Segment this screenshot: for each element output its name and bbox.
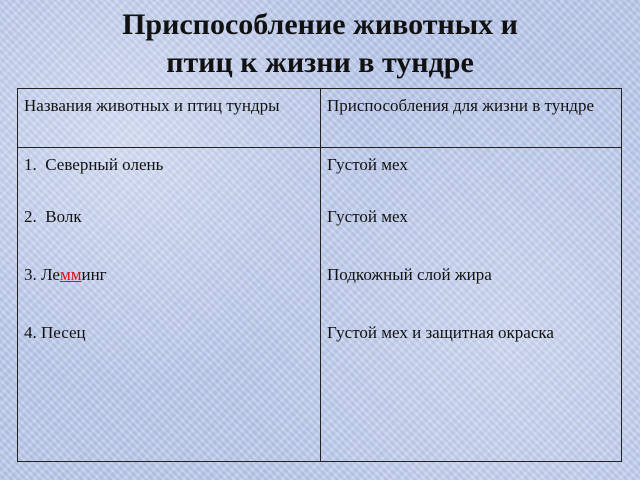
adaptations-cell (321, 148, 622, 462)
header-animals: Названия животных и птиц тундры (18, 89, 321, 148)
header-adaptations: Приспособления для жизни в тундре (321, 89, 622, 148)
adaptation-1: Густой мех (327, 155, 408, 174)
animal-3 (24, 262, 314, 288)
title-line-1: Приспособление животных и (122, 8, 518, 41)
adaptation-2: Густой мех (327, 207, 408, 226)
animal-2-number: 2. (24, 207, 37, 226)
animal-3-start: 3. Ле (24, 265, 60, 284)
animals-cell (18, 148, 321, 462)
animal-1 (24, 152, 314, 178)
table-header-row (18, 89, 622, 148)
animal-1-name: Северный олень (45, 155, 164, 174)
adaptation-4: Густой мех и защитная окраска (327, 323, 554, 342)
animal-2 (24, 204, 314, 230)
slide-title (0, 6, 640, 82)
animal-3-end: инг (81, 265, 107, 284)
animal-1-number: 1. (24, 155, 37, 174)
animal-2-name: Волк (45, 207, 82, 226)
adaptation-table (17, 88, 622, 462)
animal-4: 4. Песец (24, 323, 86, 342)
table-body-row (18, 148, 622, 462)
animal-3-highlight: мм (59, 265, 82, 284)
title-line-2: птиц к жизни в тундре (166, 46, 474, 79)
adaptation-3: Подкожный слой жира (327, 265, 492, 284)
